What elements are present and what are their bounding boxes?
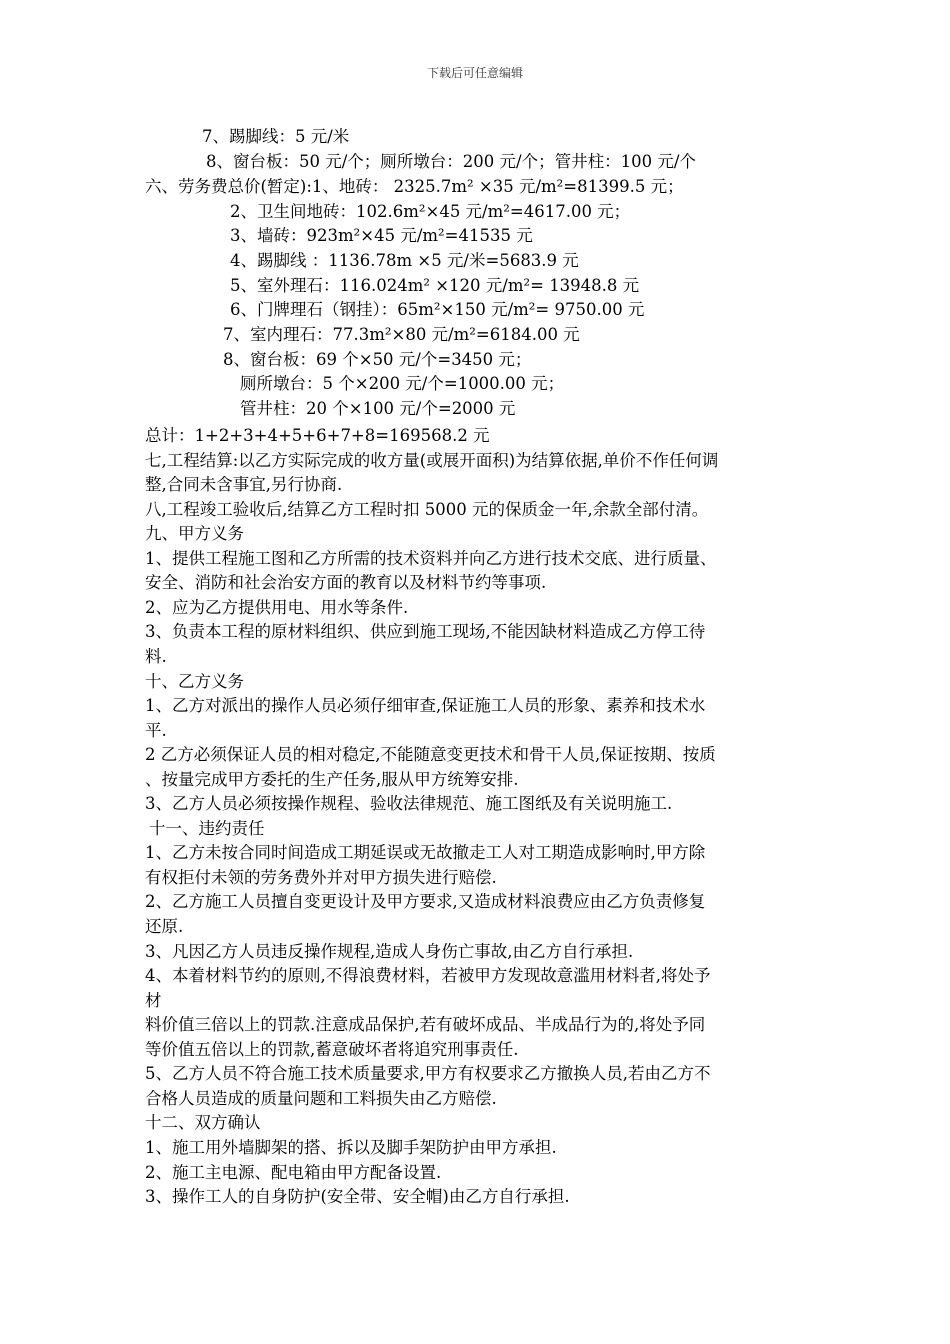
- text-line: 六、劳务费总价(暂定):1、地砖： 2325.7m² ×35 元/m²=81399.5 元；: [145, 177, 684, 196]
- text-line: 1、乙方对派出的操作人员必须仔细审查,保证施工人员的形象、素养和技术水: [145, 696, 706, 715]
- text-line: 安全、消防和社会治安方面的教育以及材料节约等事项.: [145, 573, 547, 592]
- text-line: 、按量完成甲方委托的生产任务,服从甲方统筹安排.: [145, 770, 519, 789]
- text-line: 1、施工用外墙脚架的搭、拆以及脚手架防护由甲方承担.: [145, 1138, 557, 1157]
- text-line: 5、室外理石：116.024m² ×120 元/m²= 13948.8 元: [230, 276, 640, 295]
- text-line: 6、门牌理石（钢挂）：65m²×150 元/m²= 9750.00 元: [230, 300, 645, 319]
- text-line: 8、窗台板：69 个×50 元/个=3450 元；: [223, 350, 532, 369]
- text-line: 2、卫生间地砖：102.6m²×45 元/m²=4617.00 元；: [230, 202, 631, 221]
- text-line: 4、本着材料节约的原则,不得浪费材料，若被甲方发现故意滥用材料者,将处予: [145, 966, 711, 985]
- text-line: 7、踢脚线：5 元/米: [202, 127, 350, 146]
- text-line: 4、踢脚线 ：1136.78m ×5 元/米=5683.9 元: [230, 251, 579, 270]
- text-line: 十二、双方确认: [145, 1113, 261, 1132]
- text-line: 合格人员造成的质量问题和工料损失由乙方赔偿.: [145, 1089, 497, 1108]
- text-line: 3、乙方人员必须按操作规程、验收法律规范、施工图纸及有关说明施工.: [145, 794, 673, 813]
- text-line: 3、负责本工程的原材料组织、供应到施工现场,不能因缺材料造成乙方停工待: [145, 622, 706, 641]
- text-line: 有权拒付未领的劳务费外并对甲方损失进行赔偿.: [145, 868, 497, 887]
- page-header: 下载后可任意编辑: [426, 66, 523, 80]
- text-line: 管井柱：20 个×100 元/个=2000 元: [240, 399, 516, 418]
- text-line: 8、窗台板：50 元/个；厕所墩台：200 元/个；管井柱：100 元/个: [206, 152, 696, 171]
- text-line: 2、应为乙方提供用电、用水等条件.: [145, 598, 409, 617]
- text-line: 1、提供工程施工图和乙方所需的技术资料并向乙方进行技术交底、进行质量、: [145, 549, 717, 568]
- text-line: 七,工程结算:以乙方实际完成的收方量(或展开面积)为结算依据,单价不作任何调: [145, 451, 719, 470]
- text-line: 3、墙砖：923m²×45 元/m²=41535 元: [230, 226, 533, 245]
- text-line: 十一、违约责任: [149, 819, 265, 838]
- text-line: 2 乙方必须保证人员的相对稳定,不能随意变更技术和骨干人员,保证按期、按质: [145, 745, 716, 764]
- text-line: 八,工程竣工验收后,结算乙方工程时扣 5000 元的保质金一年,余款全部付清。: [145, 500, 709, 519]
- text-line: 还原.: [145, 917, 184, 936]
- text-line: 3、操作工人的自身防护(安全带、安全帽)由乙方自行承担.: [145, 1187, 570, 1206]
- text-line: 2、乙方施工人员擅自变更设计及甲方要求,又造成材料浪费应由乙方负责修复: [145, 892, 706, 911]
- text-line: 5、乙方人员不符合施工技术质量要求,甲方有权要求乙方撤换人员,若由乙方不: [145, 1064, 711, 1083]
- text-line: 总计：1+2+3+4+5+6+7+8=169568.2 元: [145, 426, 490, 445]
- text-line: 2、施工主电源、配电箱由甲方配备设置.: [145, 1163, 442, 1182]
- text-line: 材: [145, 991, 162, 1010]
- text-line: 料.: [145, 647, 167, 666]
- text-line: 九、甲方义务: [145, 524, 244, 543]
- text-line: 3、凡因乙方人员违反操作规程,造成人身伤亡事故,由乙方自行承担.: [145, 942, 634, 961]
- text-line: 厕所墩台：5 个×200 元/个=1000.00 元；: [240, 374, 565, 393]
- text-line: 1、乙方未按合同时间造成工期延误或无故撤走工人对工期造成影响时,甲方除: [145, 843, 706, 862]
- text-line: 7、室内理石：77.3m²×80 元/m²=6184.00 元: [223, 325, 580, 344]
- text-line: 等价值五倍以上的罚款,蓄意破坏者将追究刑事责任.: [145, 1040, 519, 1059]
- text-line: 整,合同未含事宜,另行协商.: [145, 475, 343, 494]
- text-line: 料价值三倍以上的罚款.注意成品保护,若有破坏成品、半成品行为的,将处予同: [145, 1015, 706, 1034]
- text-line: 平.: [145, 721, 167, 740]
- text-line: 十、乙方义务: [145, 672, 244, 691]
